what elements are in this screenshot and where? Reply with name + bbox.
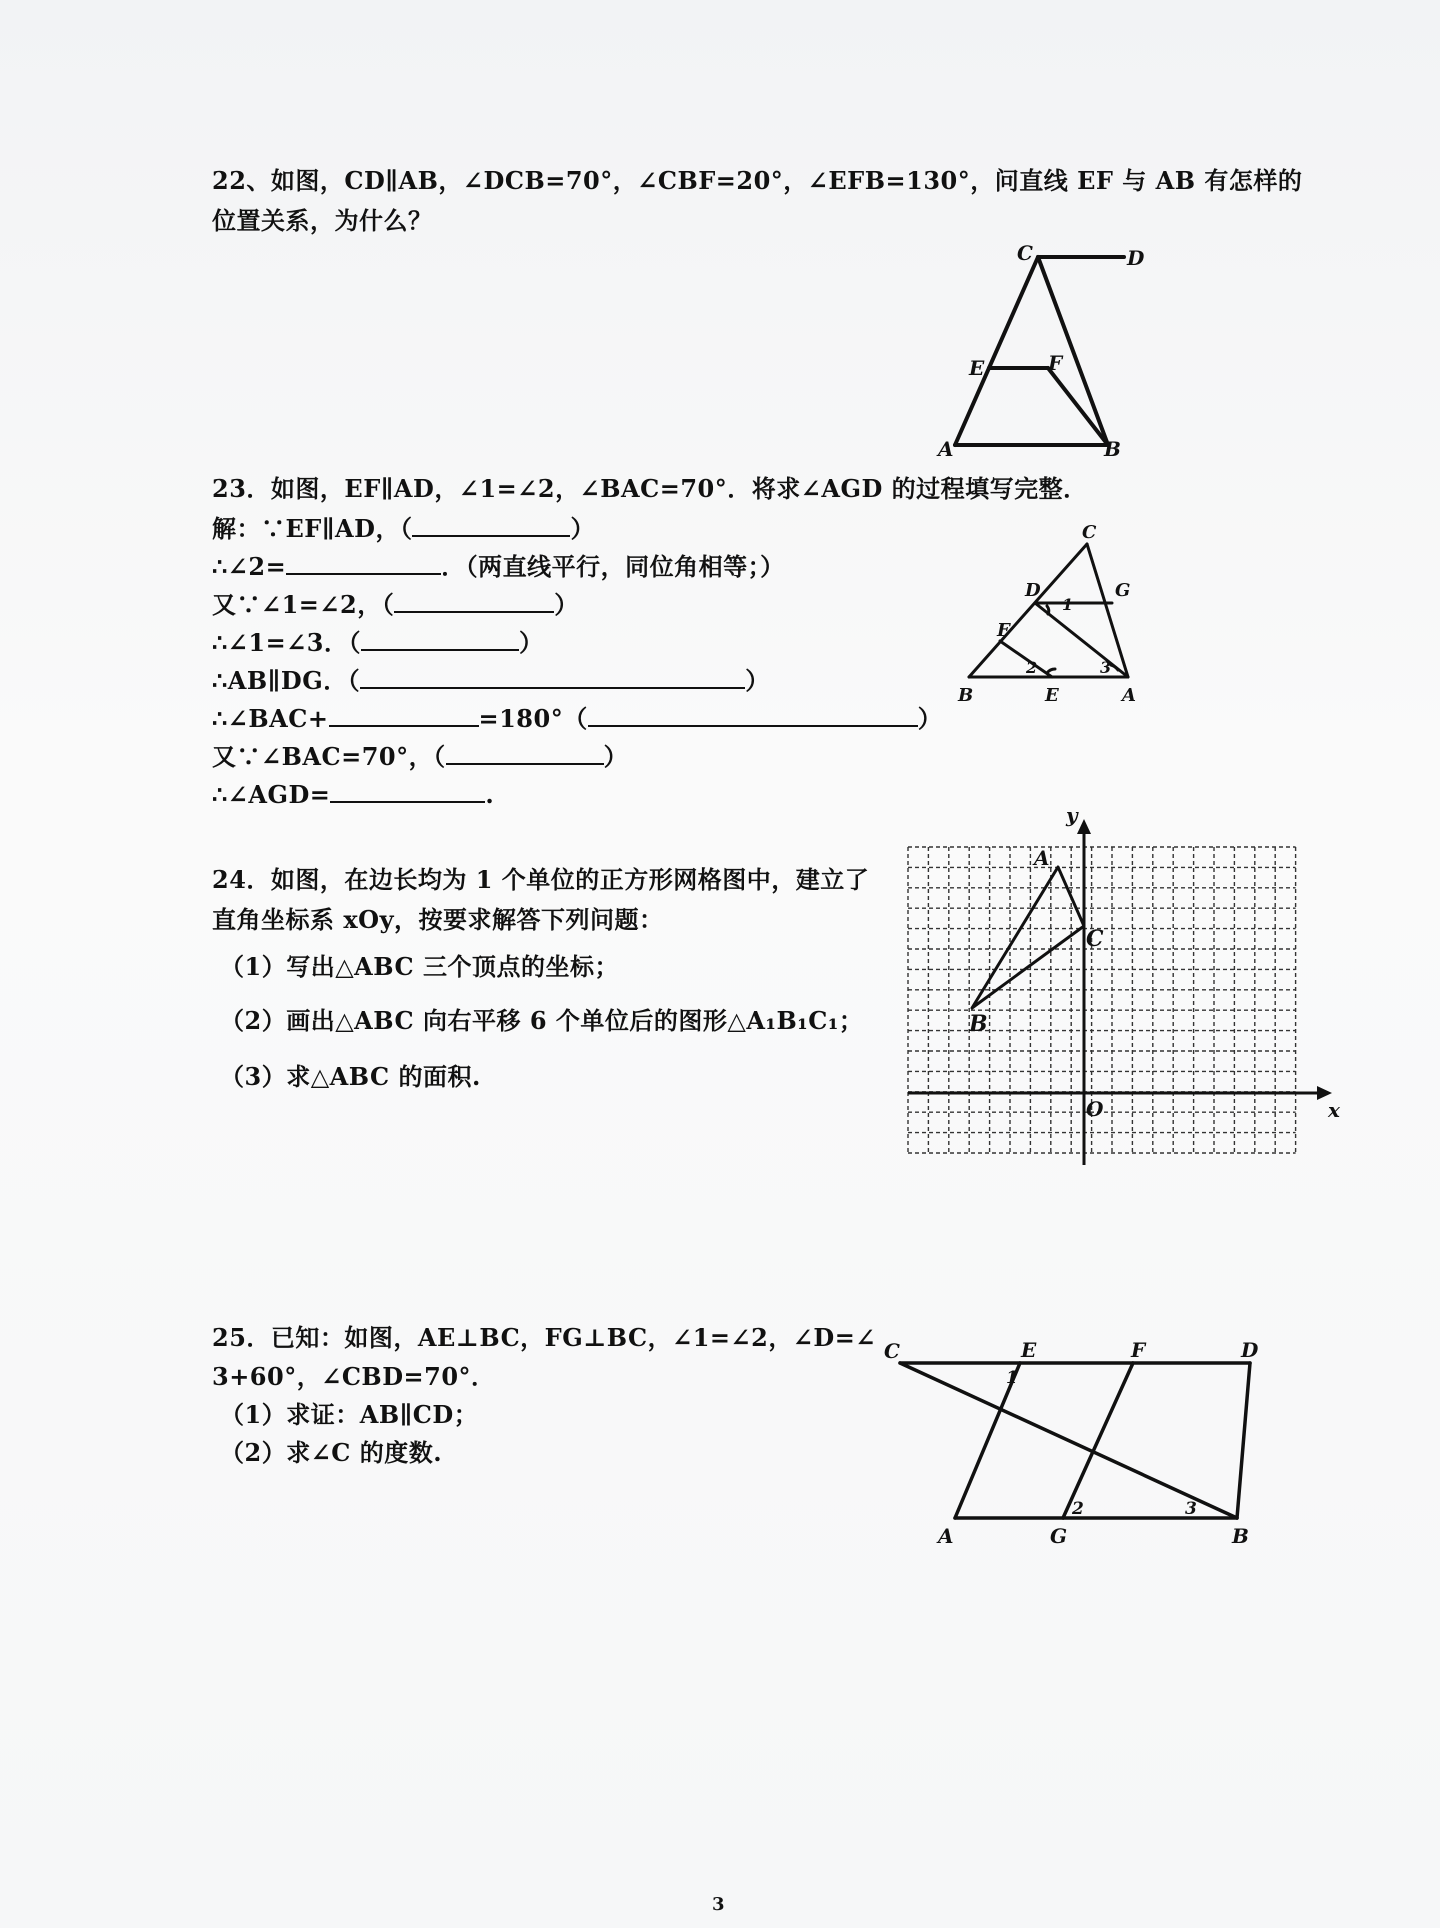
q23-step1 <box>212 513 595 544</box>
q23-step6-c: ） <box>917 704 943 733</box>
q25-text-line2: 3+60°，∠CBD=70°． <box>212 1362 496 1391</box>
q24-text-line1: 24．如图，在边长均为 1 个单位的正方形网格图中，建立了 <box>212 865 870 894</box>
q23-blank-5[interactable] <box>360 665 745 689</box>
q23-label-C: C <box>1082 522 1097 543</box>
q25-figure <box>880 1330 1280 1555</box>
q23-label-F: F <box>997 620 1010 641</box>
q23-step3-b: ） <box>554 590 579 619</box>
q23-step2 <box>212 551 785 582</box>
q23-blank-3[interactable] <box>394 589 554 613</box>
q24-text-line2: 直角坐标系 xOy，按要求解答下列问题： <box>212 905 664 934</box>
q23-step7-a: 又∵∠BAC=70°，（ <box>212 742 446 771</box>
q23-step5 <box>212 665 770 696</box>
q25-label-B: B <box>1232 1524 1249 1548</box>
q24-part1: （1）写出△ABC 三个顶点的坐标； <box>220 952 619 981</box>
q23-step5-b: ） <box>745 666 770 695</box>
q25-part2: （2）求∠C 的度数. <box>220 1438 443 1467</box>
q22-label-E: E <box>969 356 985 380</box>
q22-label-C: C <box>1017 241 1033 265</box>
q22-text-line1: 22、如图，CD∥AB，∠DCB=70°，∠CBF=20°，∠EFB=130°，问直线 EF 与 AB 有怎样的 <box>212 166 1303 195</box>
q25-label-C: C <box>884 1339 900 1363</box>
q23-blank-2[interactable] <box>286 551 441 575</box>
q23-text-line1: 23．如图，EF∥AD，∠1=∠2，∠BAC=70°．将求∠AGD 的过程填写完整． <box>212 474 1088 503</box>
q23-figure <box>955 520 1145 710</box>
q23-label-D: D <box>1025 580 1041 601</box>
q22-label-F: F <box>1048 351 1063 375</box>
q23-label-E: E <box>1045 685 1059 706</box>
q23-blank-6[interactable] <box>329 703 479 727</box>
q23-step8 <box>212 779 494 810</box>
q25-label-A: A <box>938 1524 954 1548</box>
q23-step3-a: 又∵∠1=∠2，（ <box>212 590 395 619</box>
q24-coordinate-grid <box>895 805 1350 1175</box>
q23-label-1: 1 <box>1062 595 1074 614</box>
q24-axis-y-label: y <box>1066 803 1078 827</box>
q25-label-3: 3 <box>1185 1499 1197 1519</box>
q23-step6-a: ∴∠BAC+ <box>212 704 329 733</box>
q23-step2-b: ．（两直线平行，同位角相等；） <box>441 552 785 581</box>
q23-blank-4[interactable] <box>361 627 519 651</box>
q25-label-E: E <box>1021 1338 1037 1362</box>
q25-label-G: G <box>1050 1524 1068 1548</box>
q23-step6 <box>212 703 942 734</box>
q23-label-2: 2 <box>1026 658 1038 677</box>
q23-step8-a: ∴∠AGD= <box>212 780 331 809</box>
q24-label-A: A <box>1034 846 1050 870</box>
q25-label-2: 2 <box>1072 1499 1084 1519</box>
q24-label-C: C <box>1086 926 1104 952</box>
q23-step2-a: ∴∠2= <box>212 552 287 581</box>
q23-label-G: G <box>1115 580 1131 601</box>
q23-step4 <box>212 627 544 658</box>
q22-text-line2: 位置关系，为什么？ <box>212 206 433 235</box>
q23-label-A: A <box>1122 685 1136 706</box>
q25-label-F: F <box>1131 1338 1146 1362</box>
q23-label-3: 3 <box>1100 658 1112 677</box>
q23-blank-7[interactable] <box>588 703 918 727</box>
q23-label-B: B <box>958 685 974 706</box>
q23-step6-b: =180°（ <box>478 704 588 733</box>
q25-label-D: D <box>1241 1338 1259 1362</box>
q25-text-line1: 25．已知：如图，AE⊥BC，FG⊥BC，∠1=∠2，∠D=∠ <box>212 1323 876 1352</box>
q23-step1-a: 解：∵EF∥AD，（ <box>212 514 413 543</box>
q24-axis-x-label: x <box>1328 1098 1340 1122</box>
q25-part1: （1）求证：AB∥CD； <box>220 1400 479 1429</box>
q22-label-D: D <box>1127 246 1145 270</box>
q23-step3 <box>212 589 579 620</box>
q23-step7-b: ） <box>603 742 629 771</box>
q22-figure <box>930 240 1145 461</box>
q23-blank-1[interactable] <box>412 513 570 537</box>
q23-step5-a: ∴AB∥DG．（ <box>212 666 361 695</box>
q22-label-B: B <box>1104 437 1121 461</box>
q23-step4-a: ∴∠1=∠3．（ <box>212 628 361 657</box>
q25-label-1: 1 <box>1006 1368 1018 1388</box>
q23-step8-b: . <box>485 780 495 809</box>
q22-label-A: A <box>938 437 954 461</box>
q23-step1-b: ） <box>570 514 595 543</box>
page-number: 3 <box>712 1894 725 1915</box>
q24-part2: （2）画出△ABC 向右平移 6 个单位后的图形△A₁B₁C₁； <box>220 1006 864 1035</box>
q23-blank-9[interactable] <box>330 779 485 803</box>
q24-label-B: B <box>969 1011 988 1037</box>
q24-part3: （3）求△ABC 的面积. <box>220 1062 481 1091</box>
q23-blank-8[interactable] <box>446 741 604 765</box>
q23-step4-b: ） <box>519 628 544 657</box>
q24-origin-label: O <box>1086 1097 1104 1121</box>
q23-step7 <box>212 741 628 772</box>
